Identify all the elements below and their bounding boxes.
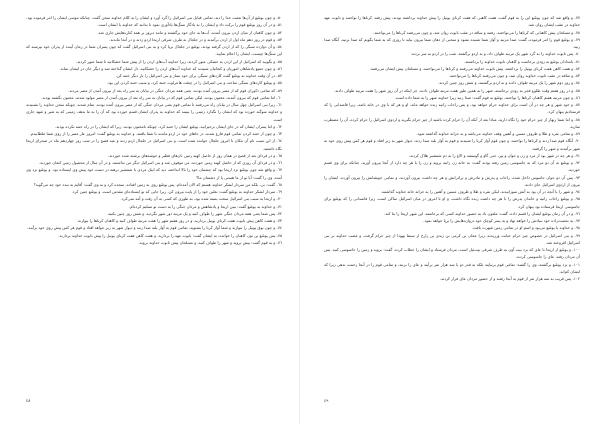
left-text-column <box>26 14 282 394</box>
verse-paragraph: ١٠٠- و یوشَع از اریحا تا عای که نزد بیت آون به طرف شرقی بیت‌ئیل است، مردان فرستاد و ایشان را خطاب کرده، گفت: بروید و زمین را جاسوسی کنید. پس آن مردان رفته، عای را جاسوسی کردند. <box>324 247 580 260</box>
verse-paragraph: ٦٥- و در فردای بعد از فصح در همان روز از حاصل کهنه زمین نان‌های فطیر و خوشه‌های برشته شده خوردند. <box>108 152 282 158</box>
verse-paragraph: ٩١- و هر چه در شهر بود از مرد و زن و جوان و پیر، حتی گاو و گوسفند و الاغ را به دم شمشیر هلاک کردند. <box>408 152 580 158</box>
verse-paragraph: ٦٣- و چون از ختنه کردن تمامی قوم فارغ شدند، در جاهای خود در اردو ماندند تا شفا یافتند. و خداوند به یوشَع گفت: امروز عار مصر را از روی شما غلطانیدم. <box>29 131 282 136</box>
verse-paragraph: ٨٧- و خود شهر و هر چه در آن است برای خداوند حرام خواهد بود، و بس راحاب زانیه زنده خواهد ماند، او و هر که با وی در خانه باشد، زیرا قاصدانی را که فرستادیم پنهان کرد. <box>324 102 580 115</box>
verse-paragraph: ٩٩- و بنی اسرائیل در خصوص چیز حرام خیانت ورزیدند، زیرا عخان بن کرمی بن زبدی بن زارح از سبط یهودا از چیز حرام گرفت، و غضب خداوند بر بنی اسرائیل افروخته شد. <box>324 232 580 245</box>
verse-paragraph: ٦٢- و اما پسران ایشان که در جای ایشان برخیزانید، یوشَع ایشان را ختنه کرد، چونکه نامختون بودند، زیرا که ایشان را در راه ختنه نکرده بودند. <box>54 123 282 129</box>
verse-paragraph: ٧٠- و اریحا به سبب بنی اسرائیل سخت بسته شده بود، به طوری که کسی به آن رفت و آمد نمی‌کرد. <box>120 196 282 202</box>
verse-paragraph: ٧٤- و چون بوق یوبیل را بنوازند و شما آواز کرنا را بشنوید، تمامی قوم به آواز بلند صدا زنند و دیوار شهر به زیر خواهد افتاد و قوم هر کس پیش روی خود برآیند. <box>27 225 282 231</box>
verse-paragraph: ٨٤- و روز دوم شهر را یک مرتبه طواف دادند و به اردو برگشتند، و شش روز چنین کردند. <box>438 80 580 86</box>
verse-paragraph: ٩٣- پس آن دو جوان جاسوس داخل شده، راحاب و پدرش و مادرش و برادرانش و هر چه داشت بیرون آوردند، و تمامی خویشانش را بیرون آورده، ایشان را بیرون از اردوی اسرائیل جای دادند. <box>324 174 580 187</box>
verse-paragraph: ١٠٢- پس قریب به سه هزار نفر از قوم به آنجا رفتند و از حضور مردان عای فرار کردند. <box>439 276 580 281</box>
verse-paragraph: ٥٠- و چون یوشَع از آن‌ها نعمت خدا را دید، تمامی قبایل بنی اسرائیل را گرد آورد و ایشان را به کلام خداوند سخن گفت، چنانکه موسی ایشان را امر فرموده بود. <box>26 15 282 20</box>
verse-paragraph: ٥١- و در آن روز یوشَع قوم را برکت داد و ایشان را به یادگار سنگ‌ها یادآوری نمود تا بدانند که خداوند با ایشان است. <box>97 22 282 28</box>
verse-paragraph: ٥٦- و چون جمیع پادشاهان اموریان و کنعانیان شنیدند که خداوند آب‌های اردن را خشکانید، دل ایشان گداخته شد و دیگر جان در ایشان نماند. <box>59 65 282 71</box>
verse-paragraph: ٧٦- و به قوم گفت: پیش بروید و شهر را طواف کنید، و مسلحان پیش تابوت خداوند بروند. <box>138 239 282 245</box>
verse-paragraph: ٥٧- در آن وقت خداوند به یوشَع گفت کاردهای سنگی برای خود بساز و بنی اسرائیل را بار دیگر ختنه کن. <box>115 73 282 78</box>
right-text-column <box>324 14 580 394</box>
verse-paragraph: ٨٥- و در روز هفتم وقت طلوع فجر به زودی برخاسته، شهر را به همین طور هفت مرتبه طواف دادند، جز اینکه در آن روز شهر را هفت مرتبه طواف دادند. <box>333 87 580 93</box>
verse-paragraph: ٥٤- و آن دوازده سنگی را که از اردن گرفته بودند، یوشَع در جلجال برپا کرد و به بنی اسرائیل گفت که چون پسران شما در زمان آینده از پدران خود بپرسند که این سنگ‌ها چیست، ایشان را اعلام نمایید. <box>26 44 282 57</box>
verse-paragraph: ٦٩- سردار لشکر خداوند به یوشَع گفت: نعلین خود را از پایت بیرون کن، زیرا جایی که تو ایستاده‌ای مقدس است. و یوشَع چنین کرد. <box>71 189 282 194</box>
verse-paragraph: ٩٤- و شهر را با آنچه در آن بود به آتش سوزانیدند، لیکن نقره و طلا و ظروف مسین و آهنین را به خزانه خانه خداوند گذاشتند. <box>380 189 580 194</box>
verse-paragraph: ٥٨- و یوشَع کاردهای سنگی ساخت و بنی اسرائیل را در جِبعَت هاعرلوت ختنه کرد، و سبب ختنه کردن این بود. <box>106 80 282 86</box>
verse-paragraph: ٦٤- از این سبب نام آن مکان تا امروز جلجال خوانده شده است. و بنی اسرائیل در جلجال اردو زدند و عید فصح را در شب روز چهاردهم ماه در صحرای اریحا نگاه داشتند. <box>26 138 282 151</box>
verse-paragraph: ٥٩- که تمامی ذکوران قوم که از مصر بیرون آمده بودند، یعنی همه مردان جنگی در بیابان به سر راه بعد از بیرون آمدن از مصر مردند. <box>68 87 282 93</box>
verse-paragraph: ١٠١- و نزد یوشَع برگشته، وی را گفتند: تمامی قوم برنیایند بلکه به قدر دو یا سه هزار نفر برآیند و عای را بزنند، و تمامی قوم را در آنجا زحمت ندهی زیرا که ایشان کم‌اند. <box>324 261 580 274</box>
verse-paragraph: ٩٥- و یوشَع راحاب زانیه و خاندان پدرش را با هر چه داشت زنده نگاه داشت، و او تا امروز در میان اسرائیل ساکن است، زیرا قاصدانی را که یوشَع برای جاسوسی اریحا فرستاده بود پنهان کرد. <box>324 196 580 209</box>
verse-paragraph: ٥٢- و چون کاهنان از میان اردن بیرون آمدند، آب‌ها به جای خود برگشتند و مانند دیروز بر همه کناره‌هایش جاری شد. <box>97 29 282 35</box>
verse-paragraph: ٨٦- و چون مرتبه هفتم کاهنان کرناها را نواختند، یوشَع به قوم گفت: صدا زنید زیرا خداوند شهر را به شما داده است. <box>394 94 580 100</box>
verse-paragraph: ٦٠- اما تمامی قوم که بیرون آمدند، مختون بودند، لیکن تمامی قوم که در بیابان به سر راه بعد از بیرون آمدن از مصر مولود شدند، مختون نگشته بودند. <box>41 94 282 100</box>
right-page-number: ٤٩ <box>324 398 329 403</box>
verse-paragraph: ٧٨- و مسلحان پیش کاهنانی که کرناها را می‌نواختند، رفتند و ساقه در عقب تابوت روان شد، و چون می‌رفتند کرناها را می‌نواختند. <box>372 29 580 35</box>
verse-paragraph: ٩٧- به نخست‌زاده خود بنیادش را خواهد نهاد و به پسر کوچک خود دروازه‌هایش را برپا خواهد نمود. <box>423 218 580 223</box>
verse-paragraph: ٦٧- و واقع شد چون یوشَع نزد اریحا بود که چشمان خود را بالا انداخته، دید که اینک مردی با شمشیر برهنه در دست خود پیش وی ایستاده بود. و یوشَع نزد وی آمده، وی را گفت: آیا تو از ما هستی یا از دشمنان ما؟ <box>26 167 282 180</box>
verse-paragraph: ٦٨- گفت: نی، بلکه من سردار لشکر خداوند هستم که الان آمده‌ام. پس یوشَع روی به زمین افتاده، سجده کرد و به وی گفت: آقایم به بنده خود چه می‌گوید؟ <box>33 181 282 187</box>
verse-paragraph: ٨١- بامدادان یوشَع به زودی برخاست و کاهنان تابوت خداوند را برداشتند. <box>464 58 580 64</box>
verse-paragraph: ٥٥- و بگویید که اسرائیل از این اردن به خشکی عبور کردند، زیرا خداوند آب‌های اردن را از پیش شما خشکانید تا شما عبور کردید. <box>75 58 282 64</box>
verse-paragraph: ٧١- و خداوند به یوشَع گفت: ببین اریحا و پادشاهش و مردان جنگی را به دست تو تسلیم کرده‌ام. <box>128 203 282 209</box>
verse-paragraph: ٩٠- آنگاه قوم صدا زدند و کرناها را نواختند، و چون قوم آواز کرنا را شنیدند و قوم به آواز بلند صدا زدند، دیوار شهر به زیر افتاد و قوم هر کس پیش روی خود به شهر برآمدند و شهر را گرفتند. <box>324 138 580 151</box>
verse-paragraph: ٧٣- و هفت کاهن پیش تابوت هفت کرنای یوبیل بردارند، و در روز هفتم شهر را هفت مرتبه طواف کنید و کاهنان کرناها را بنوازند. <box>76 218 282 223</box>
verse-paragraph: ٧٩- و یوشَع قوم را امر فرموده، گفت: صدا مزنید و آواز شما شنیده نشود و سخنی از دهان شما بیرون نیاید تا روزی که به شما بگویم که صدا بزنید، آنگاه صدا زنید. <box>324 36 580 49</box>
verse-paragraph: ٨٠- پس تابوت خداوند را به گرد شهر یک مرتبه طواف داد، و به اردو برگشته، شب را در اردو به سر بردند. <box>410 51 580 57</box>
verse-paragraph: ٧٧- و واقع شد که چون یوشَع این را به قوم گفت، هفت کاهنی که هفت کرنای یوبیل را پیش خداوند برداشته بودند، پیش رفته، کرناها را نواختند و تابوت عهد خداوند در عقب ایشان روان شد. <box>324 15 580 28</box>
verse-paragraph: ٩٦- و در آن زمان یوشَع ایشان را قسم داده، گفت: ملعون باد به حضور خداوند کسی که برخاسته، این شهر اریحا را بنا کند. <box>384 210 580 216</box>
left-page-number: ٤٨ <box>26 398 31 403</box>
verse-paragraph: ٧٥- پس یوشَع بن نون کاهنان را خوانده، به ایشان گفت: تابوت عهد را بردارید، و هفت کاهن هفت کرنای یوبیل را پیش تابوت خداوند بردارند. <box>58 232 282 238</box>
verse-paragraph: ٦١- زیرا بنی اسرائیل چهل سال در بیابان راه می‌رفتند تا تمامی قوم یعنی مردان جنگی که از مصر بیرون آمده بودند، تمام شدند، چونکه سخن خداوند را نشنیدند و خداوند سوگند خورده بود که ایشان را نگذارد زمینی را ببینند که خداوند به پدران ایشان قسم خورده بود که آن را به ما بدهد، زمینی که به شیر و شهد جاری است. <box>26 102 282 122</box>
verse-paragraph: ٨٢- و هفت کاهن هفت کرنای یوبیل را برداشته، پیش تابوت خداوند می‌رفتند و کرناها را می‌نواختند، و مسلحان پیش ایشان می‌رفتند. <box>369 65 580 71</box>
verse-paragraph: ٩٨- و خداوند با یوشَع می‌بود و اسم او در تمامی زمین شهرت یافت. <box>471 225 580 231</box>
verse-paragraph: ٦٦- و در فردای آن روزی که از حاصل کهنه زمین خوردند، من موقوف شد و بنی اسرائیل دیگر من نداشتند، و در آن سال از محصول زمین کنعان خوردند. <box>38 160 282 165</box>
verse-paragraph: ٩٢- و یوشَع به آن دو مرد که به جاسوسی زمین رفته بودند گفت: به خانه زن زانیه بروید و زن را با هر چه دارد از آنجا بیرون آورید، چنانکه برای وی قسم خوردید. <box>324 160 580 173</box>
verse-paragraph: ٨٩- و تمامی نقره و طلا و ظروف مسین و آهنین وقف خداوند می‌باشد و به خزانه خداوند گذاشته شود. <box>416 131 580 136</box>
verse-paragraph: ٥٣- و قوم در روز دهم ماه اول از اردن برآمدند و در جلجال به طرف شرقی اریحا اردو زدند و در آنجا ماندند. <box>109 36 282 42</box>
verse-paragraph: ٨٨- و اما شما زنهار از چیز حرام خود را نگاه دارید، مبادا بعد از آنکه آن را حرام کرده باشید از چیز حرام بگیرید و اردوی اسرائیل را حرام کرده، آن را مضطرب سازید. <box>324 116 580 129</box>
right-page <box>300 0 600 424</box>
verse-paragraph: ٨٣- و ساقه در عقب تابوت خداوند روان شد، و چون می‌رفتند کرناها را می‌نواختند. <box>448 73 580 78</box>
verse-paragraph: ٧٢- پس شما یعنی همه مردان جنگی شهر را طواف کنید و یک مرتبه دور شهر بگردید، و شش روز چنین بکنید. <box>106 210 282 216</box>
